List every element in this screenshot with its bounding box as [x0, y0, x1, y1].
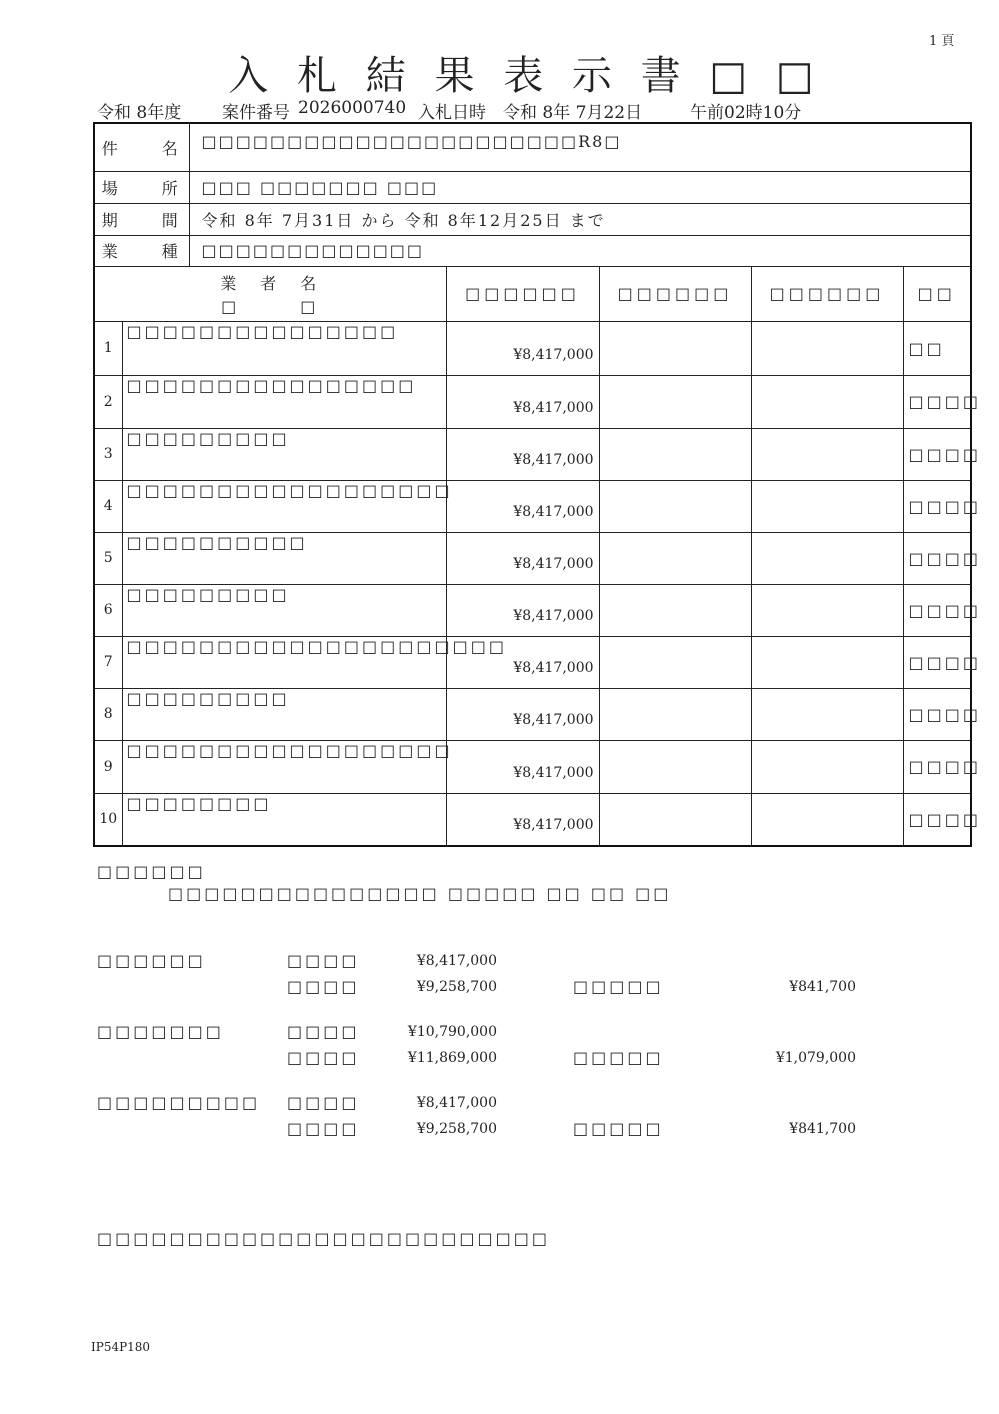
round2-column-header: □□□□□□ — [599, 266, 751, 321]
project-name: □□□□□□□□□□□□□□□□□□□□□□R8□ — [189, 123, 971, 171]
remarks-column-header: □□ — [903, 266, 971, 321]
summary-value: ¥10,790,000 — [407, 1024, 497, 1040]
round1-amount: ¥8,417,000 — [446, 375, 599, 428]
round1-amount: ¥8,417,000 — [446, 428, 599, 480]
summary-sub-label: □□□□ — [287, 1048, 360, 1067]
row-remark: □□□□ — [903, 375, 971, 428]
vendor-name: □□□□□□□□□□□□□□□□□□□□□ — [122, 636, 446, 688]
row-number: 8 — [94, 688, 122, 740]
round1-amount: ¥8,417,000 — [446, 532, 599, 584]
table-row — [94, 636, 971, 688]
summary-label: □□□□□□□ — [97, 1022, 224, 1041]
bid-results-table — [93, 122, 981, 847]
round3-amount — [751, 321, 903, 375]
round2-amount — [599, 636, 751, 688]
row-remark: □□□□ — [903, 532, 971, 584]
round1-amount: ¥8,417,000 — [446, 636, 599, 688]
row-remark: □□□□ — [903, 636, 971, 688]
row-number: 9 — [94, 740, 122, 793]
location: □□□ □□□□□□□ □□□ — [189, 171, 971, 203]
row-number: 7 — [94, 636, 122, 688]
summary-sub-label: □□□□□ — [573, 1119, 664, 1138]
round3-amount — [751, 428, 903, 480]
round2-amount — [599, 321, 751, 375]
row-number: 2 — [94, 375, 122, 428]
row-number: 3 — [94, 428, 122, 480]
vendor-name: □□□□□□□□□ — [122, 584, 446, 636]
round2-amount — [599, 688, 751, 740]
summary-value: ¥9,258,700 — [416, 979, 497, 995]
row-number: 5 — [94, 532, 122, 584]
row-number: 6 — [94, 584, 122, 636]
round2-amount — [599, 428, 751, 480]
table-row — [94, 321, 971, 375]
vendor-column-header: 業 者 名 □ □ — [94, 266, 446, 321]
note-text: □□□□□□□□□□□□□□□□□□□□□□□□□ — [97, 1229, 550, 1248]
table-row — [94, 532, 971, 584]
row-number: 10 — [94, 793, 122, 846]
summary-sub-label: □□□□ — [287, 977, 360, 996]
page-number: 1 頁 — [929, 34, 955, 49]
round1-amount: ¥8,417,000 — [446, 740, 599, 793]
summary-sub-label: □□□□ — [287, 1093, 360, 1112]
summary-sub-label: □□□□ — [287, 951, 360, 970]
round1-amount: ¥8,417,000 — [446, 688, 599, 740]
vendor-name: □□□□□□□□□□□□□□□□ — [122, 375, 446, 428]
table-row — [94, 740, 971, 793]
summary-value: ¥8,417,000 — [416, 1095, 497, 1111]
round1-column-header: □□□□□□ — [446, 266, 599, 321]
round2-amount — [599, 740, 751, 793]
round3-amount — [751, 636, 903, 688]
summary-sub-label: □□□□□ — [573, 1048, 664, 1067]
summary-value: ¥11,869,000 — [407, 1050, 497, 1066]
round3-amount — [751, 532, 903, 584]
table-row — [94, 793, 971, 846]
vendor-name: □□□□□□□□□ — [122, 428, 446, 480]
row-remark: □□□□ — [903, 428, 971, 480]
table-row — [94, 375, 971, 428]
round1-amount: ¥8,417,000 — [446, 480, 599, 532]
summary-value: ¥841,700 — [789, 1121, 856, 1137]
row-remark: □□□□ — [903, 688, 971, 740]
vendor-name: □□□□□□□□□□□□□□□□□□ — [122, 480, 446, 532]
summary-label: □□□□□□□□□ — [97, 1093, 261, 1112]
round3-amount — [751, 793, 903, 846]
round2-amount — [599, 793, 751, 846]
row-number: 4 — [94, 480, 122, 532]
summary-label: □□□□□□ — [97, 951, 206, 970]
summary-value: ¥8,417,000 — [416, 953, 497, 969]
vendor-name: □□□□□□□□□□□□□□□□□□ — [122, 740, 446, 793]
summary-value: ¥841,700 — [789, 979, 856, 995]
vendor-name: □□□□□□□□ — [122, 793, 446, 846]
category: □□□□□□□□□□□□□ — [189, 235, 971, 266]
page-title: 入 札 結 果 表 示 書 □ □ — [228, 53, 822, 99]
row-remark: □□ — [903, 321, 971, 375]
summary-sub-label: □□□□□ — [573, 977, 664, 996]
location-label: 場 所 — [94, 171, 189, 203]
round3-amount — [751, 688, 903, 740]
summary-sub-label: □□□□ — [287, 1119, 360, 1138]
row-remark: □□□□ — [903, 793, 971, 846]
round2-amount — [599, 532, 751, 584]
round3-column-header: □□□□□□ — [751, 266, 903, 321]
round1-amount: ¥8,417,000 — [446, 793, 599, 846]
table-row — [94, 480, 971, 532]
row-remark: □□□□ — [903, 480, 971, 532]
winner-label: □□□□□□ — [97, 862, 206, 881]
round2-amount — [599, 584, 751, 636]
winner-value: □□□□□□□□□□□□□□□ □□□□□ □□ □□ □□ — [168, 884, 672, 903]
case-number: 2026000740 — [298, 98, 407, 118]
round3-amount — [751, 740, 903, 793]
category-label: 業 種 — [94, 235, 189, 266]
fiscal-year: 令和 8年度 — [97, 103, 182, 123]
round3-amount — [751, 480, 903, 532]
vendor-name: □□□□□□□□□□ — [122, 532, 446, 584]
round3-amount — [751, 375, 903, 428]
bid-date-label: 入札日時 — [418, 103, 486, 123]
round1-amount: ¥8,417,000 — [446, 321, 599, 375]
bid-date: 令和 8年 7月22日 — [503, 103, 643, 123]
vendor-name: □□□□□□□□□□□□□□□ — [122, 321, 446, 375]
round2-amount — [599, 375, 751, 428]
table-row — [94, 584, 971, 636]
summary-value: ¥9,258,700 — [416, 1121, 497, 1137]
round1-amount: ¥8,417,000 — [446, 584, 599, 636]
vendor-name: □□□□□□□□□ — [122, 688, 446, 740]
form-code: IP54P180 — [91, 1340, 151, 1354]
bid-time: 午前02時10分 — [690, 103, 802, 123]
round2-amount — [599, 480, 751, 532]
summary-value: ¥1,079,000 — [775, 1050, 856, 1066]
row-number: 1 — [94, 321, 122, 375]
summary-sub-label: □□□□ — [287, 1022, 360, 1041]
row-remark: □□□□ — [903, 584, 971, 636]
row-remark: □□□□ — [903, 740, 971, 793]
table-row — [94, 688, 971, 740]
round3-amount — [751, 584, 903, 636]
period: 令和 8年 7月31日 から 令和 8年12月25日 まで — [189, 203, 971, 235]
period-label: 期 間 — [94, 203, 189, 235]
case-number-label: 案件番号 — [222, 103, 290, 123]
project-name-label: 件 名 — [94, 123, 189, 171]
table-row — [94, 428, 971, 480]
